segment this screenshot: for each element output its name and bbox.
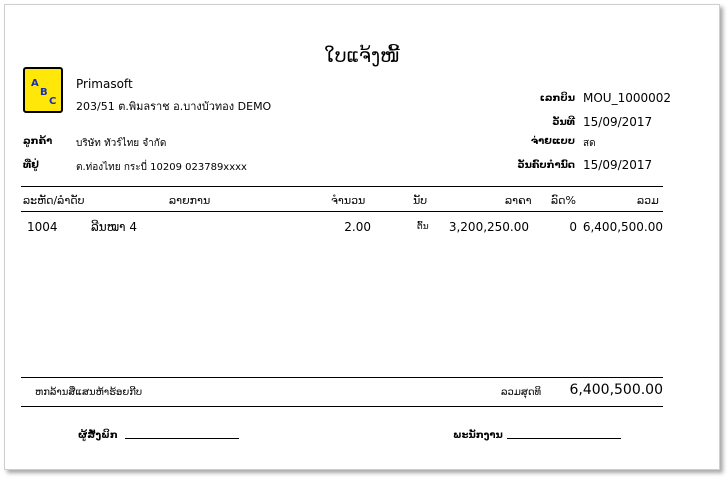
footer-bottom-rule [21,406,663,407]
company-name: Primasoft [76,77,133,91]
col-code-header: ລະຫັດ/ລຳດັບ [23,194,85,207]
payment-value: สด [583,138,596,149]
date-label: ວັນທີ [552,117,575,128]
company-address: 203/51 ต.พิมลราช อ.บางบัวทอง DEMO [76,100,272,113]
payment-label: ຈ່າຍແບບ [530,136,575,147]
due-value: 15/09/2017 [583,158,653,172]
row-code: 1004 [27,220,58,234]
footer-top-rule [21,377,663,378]
row-total: 6,400,500.00 [582,220,663,234]
row-unit: ຕົ້ນ [417,222,429,232]
logo-letter-c: C [49,96,57,107]
col-desc-header: ລາຍການ [169,194,211,207]
receiver-signature-line [507,438,621,439]
doc-no-label: ເລກບິນ [539,93,575,104]
customer-label: ລູກຄ້າ [23,136,53,147]
row-price: 3,200,250.00 [448,220,529,234]
company-logo [23,67,63,113]
row-desc: ລີນໝາ 4 [91,220,137,234]
logo-letter-a: A [31,78,39,89]
doc-no-value: MOU_1000002 [583,91,672,105]
row-qty: 2.00 [344,220,371,234]
issuer-signature-line [125,438,239,439]
col-unit-header: ນັບ [413,194,428,207]
col-discount-header: ລົດ% [551,194,576,207]
col-qty-header: ຈຳນວນ [331,194,366,207]
col-total-header: ລວມ [637,194,659,207]
table-top-rule [21,186,663,187]
col-price-header: ລາຄາ [505,194,532,207]
address-label: ທີ່ຢູ່ [23,160,39,171]
issuer-label: ຜູ້ສັ່ງພິກ [78,430,118,441]
customer-address: ต.ท่องไทย กระบี่ 10209 023789xxxx [76,162,247,173]
date-value: 15/09/2017 [583,115,653,129]
due-label: ວັນຄົບກຳນົດ [517,160,575,171]
receiver-label: ພະນັກງານ [453,430,503,441]
logo-letter-b: B [40,87,48,98]
invoice-page [4,4,720,470]
grand-total-label: ລວມສຸດທິ [501,387,542,398]
grand-total-value: 6,400,500.00 [569,382,663,398]
document-title: ໃບແຈ້ງໜີ້ [324,45,400,67]
table-header-rule [21,211,663,212]
amount-in-words: ຫກລ້ານສີ່ແສນຫ້າຮ້ອຍກີບ [35,387,143,398]
row-discount: 0 [569,220,577,234]
customer-name: บริษัท ทัวร์ไทย จำกัด [76,138,167,149]
